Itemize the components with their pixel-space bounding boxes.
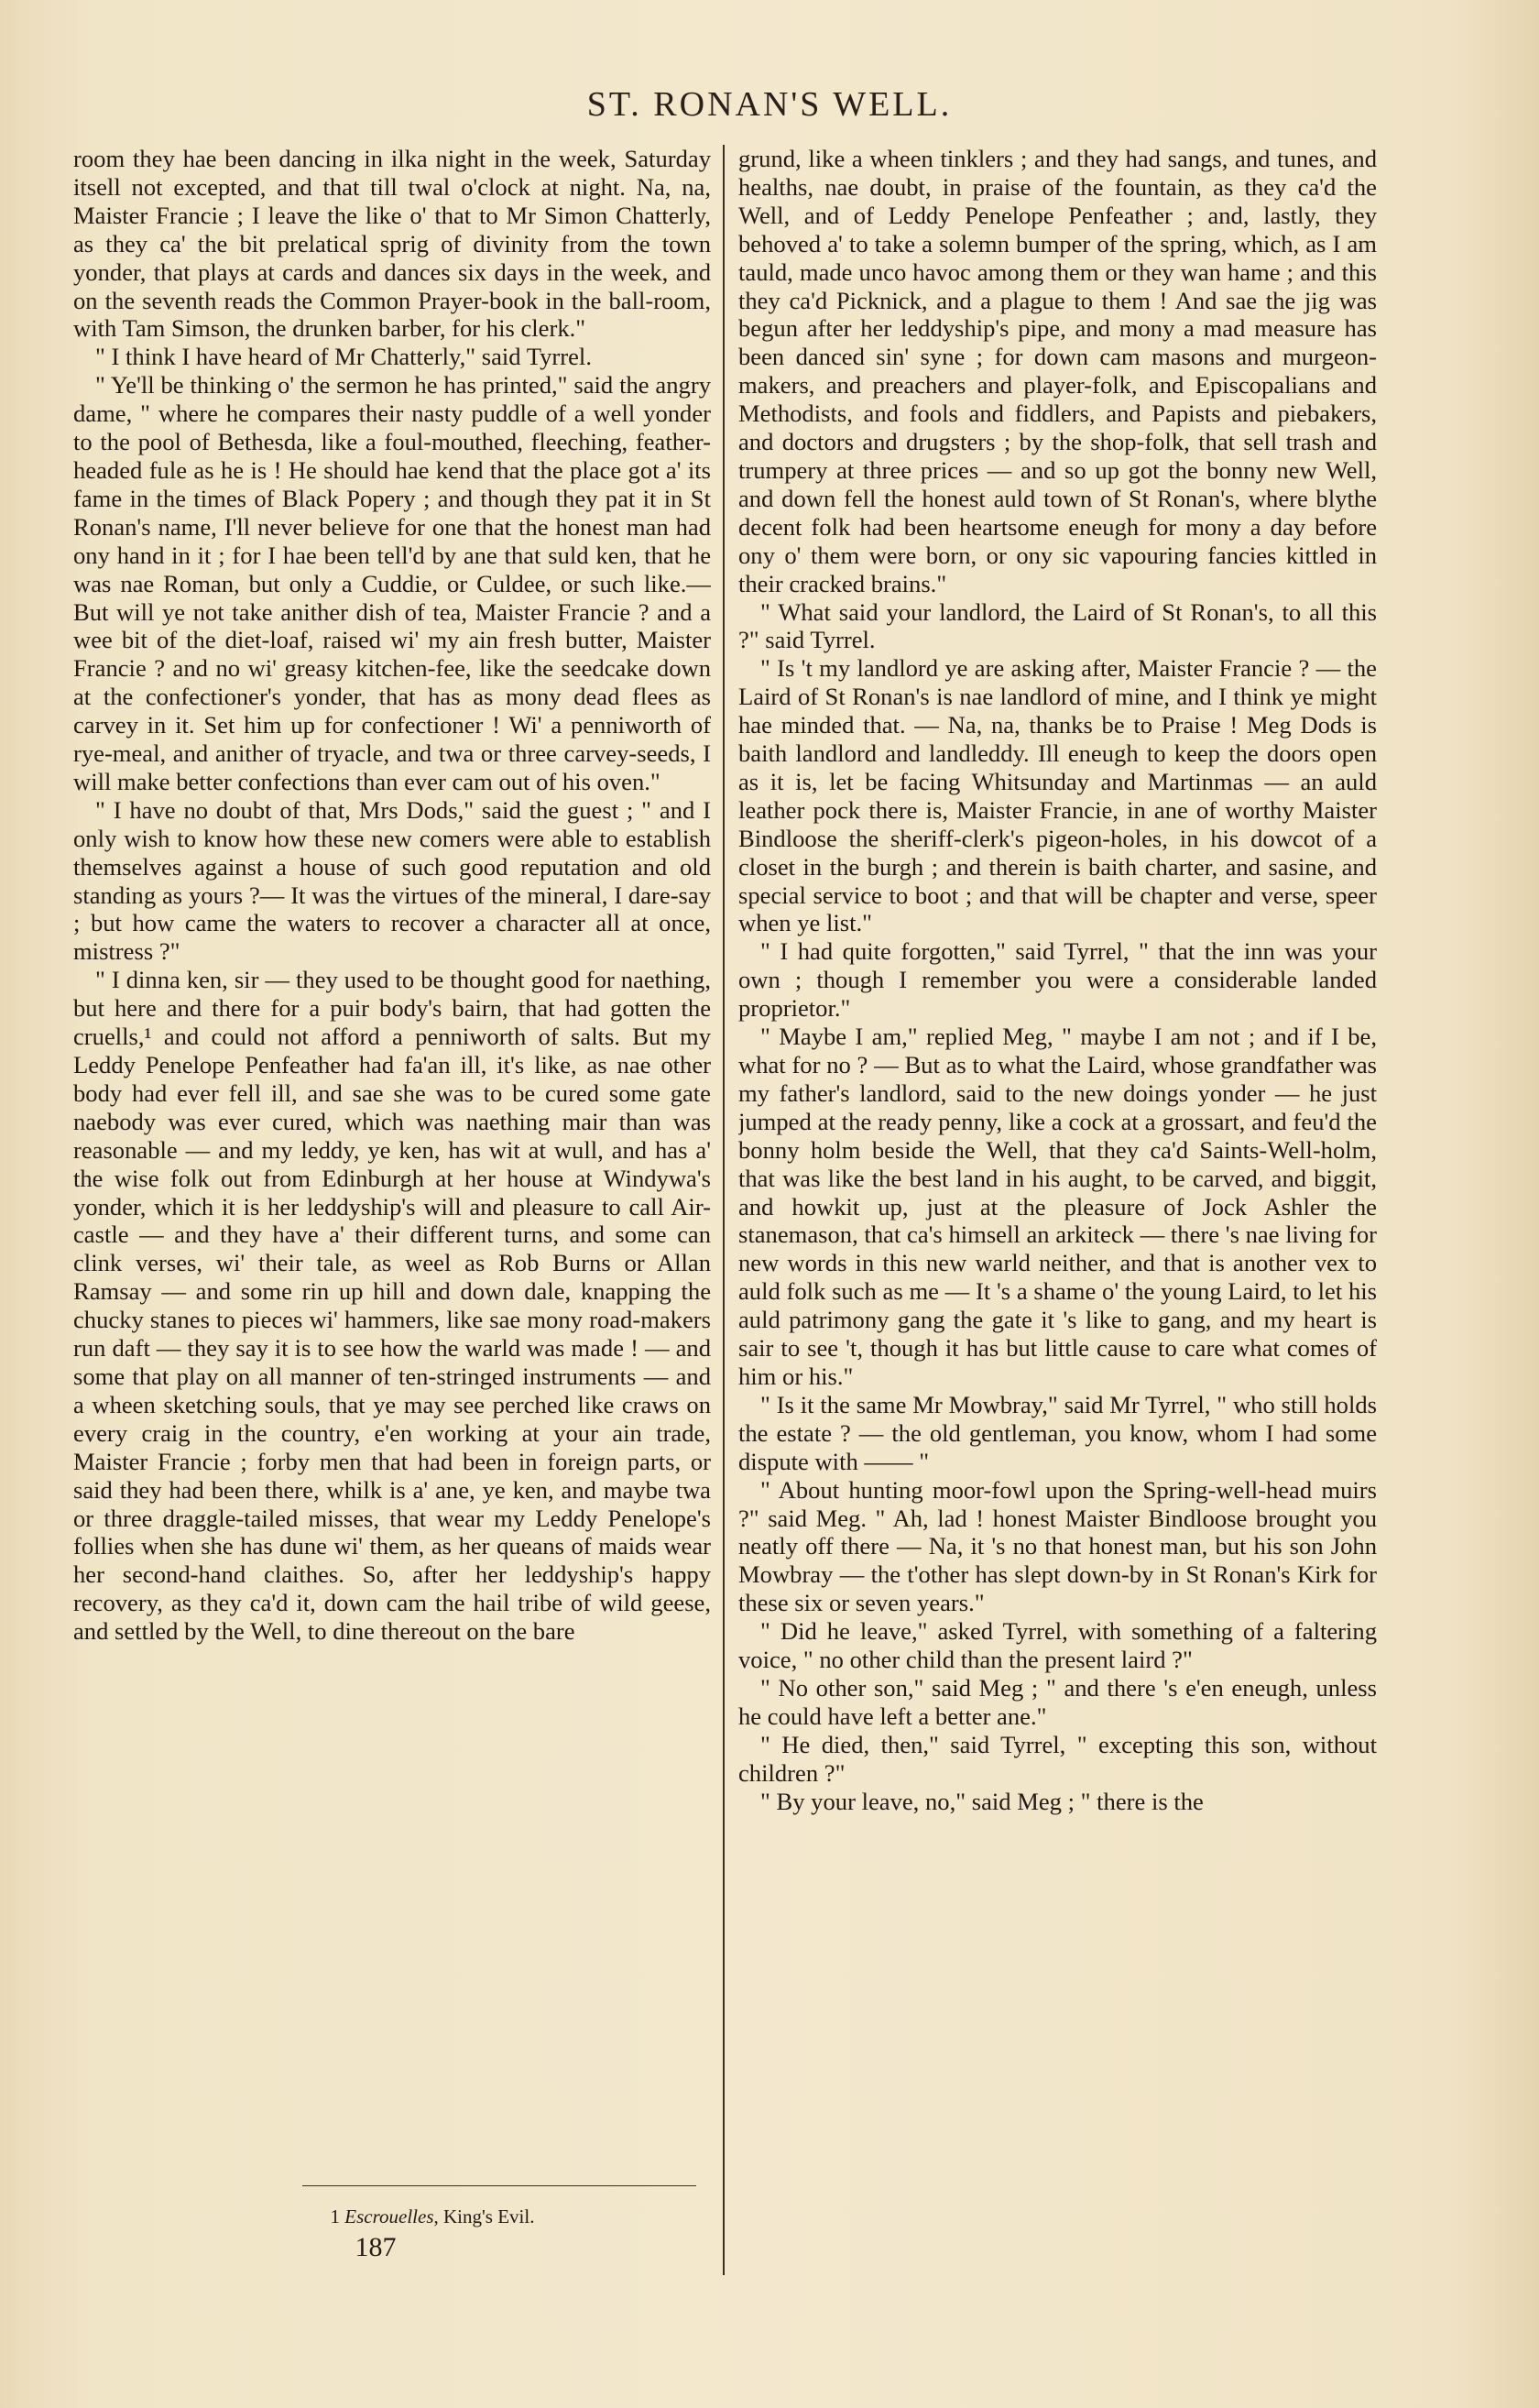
paragraph: grund, like a wheen tinklers ; and they had sangs, and tunes, and healths, nae doubt, in praise of the fountain, as they ca'd the Well, and of Leddy Penelope Penfeather ; and, lastly, they behoved a' to take a solemn bumper of the spring, which, as I am tauld, made unco havoc among them or they wan hame ; and this they ca'd Picknick, and a plague to them ! And sae the jig was begun after her leddyship's pipe, and mony a mad measure has been danced sin' syne ; for down cam masons and murgeon-makers, and preachers and player-folk, and Episcopalians and Methodists, and fools and fiddlers, and Papists and piebakers, and doctors and drugsters ; by the shop-folk, that sell trash and trumpery at three prices — and so up got the bonny new Well, and down fell the honest auld town of St Ronan's, where blythe decent folk had been heartsome eneugh for mony a day before ony o' them were born, or ony sic vapouring fancies kittled in their cracked brains." xyxy=(738,145,1377,597)
paragraph: " About hunting moor-fowl upon the Spring-well-head muirs ?" said Meg. " Ah, lad ! honest Maister Bindloose brought you neatly off there — Na, it 's no that honest man, but his son John Mowbray — the t'other has slept down-by in St Ronan's Kirk for these six or seven years." xyxy=(738,1475,1377,1617)
footnote-term: Escrouelles xyxy=(344,2206,434,2227)
paragraph: " I think I have heard of Mr Chatterly," said Tyrrel. xyxy=(95,343,592,371)
column-divider xyxy=(723,145,725,2275)
footnote-marker: 1 xyxy=(330,2206,341,2227)
footnote-rule xyxy=(302,2185,696,2186)
paragraph: " By your leave, no," said Meg ; " there is the xyxy=(760,1787,1204,1815)
paragraph: " Maybe I am," replied Meg, " maybe I am not ; and if I be, what for no ? — But as to what the Laird, whose grandfather was my father's landlord, said to the new doings yonder — he just jumped at the ready penny, like a cock at a grossart, and feu'd the bonny holm beside the Well, that they ca'd Saints-Well-holm, that was like the best land in his aught, to be carved, and biggit, and howkit up, just at the pleasure of Jock Ashler the stanemason, that ca's himsell an arkiteck — there 's nae living for new words in this new warld neither, and that is another vex to auld folk such as me — It 's a shame o' the young Laird, to let his auld patrimony gang the gate it 's like to gang, and my heart is sair to see 't, though it has but little cause to care what comes of him or his." xyxy=(738,1023,1377,1390)
paragraph: " No other son," said Meg ; " and there 's e'en eneugh, unless he could have left a better ane." xyxy=(738,1673,1377,1730)
page-number: 187 xyxy=(355,2232,397,2262)
paragraph: " Did he leave," asked Tyrrel, with something of a faltering voice, " no other child than the present laird ?" xyxy=(738,1617,1377,1674)
paragraph: " I dinna ken, sir — they used to be thought good for naething, but here and there for a puir body's bairn, that had gotten the cruells,¹ and could not afford a penniworth of salts. But my Leddy Penelope Penfeather had fa'an ill, it's like, as nae other body had ever fell ill, and sae she was to be cured some gate naebody was ever cured, which was naething mair than was reasonable — and my leddy, ye ken, has wit at wull, and has a' the wise folk out from Edinburgh at her house at Windywa's yonder, which it is her leddyship's will and pleasure to call Air-castle — and they have a' their different turns, and some can clink verses, wi' their tale, as weel as Rob Burns or Allan Ramsay — and some rin up hill and down dale, knapping the chucky stanes to pieces wi' hammers, like sae mony road-makers run daft — they say it is to see how the warld was made ! — and some that play on all manner of ten-stringed instruments — and a wheen sketching souls, that ye may see perched like craws on every craig in the country, e'en working at your ain trade, Maister Francie ; forby men that had been in foreign parts, or said they had been there, whilk is a' ane, ye ken, and maybe twa or three draggle-tailed misses, that wear my Leddy Penelope's follies when she has dune wi' them, as her queans of maids wear her second-hand claithes. So, after her leddyship's happy recovery, as they ca'd it, down cam the hail tribe of wild geese, and settled by the Well, to dine thereout on the bare xyxy=(73,966,711,1646)
paragraph: " Is it the same Mr Mowbray," said Mr Tyrrel, " who still holds the estate ? — the old gentleman, you know, whom I had some dispute with —— " xyxy=(738,1390,1377,1475)
paragraph: " I had quite forgotten," said Tyrrel, " that the inn was your own ; though I remember you were a considerable landed proprietor." xyxy=(738,937,1377,1023)
paragraph: " What said your landlord, the Laird of St Ronan's, to all this ?" said Tyrrel. xyxy=(738,597,1377,654)
paragraph: " I have no doubt of that, Mrs Dods," said the guest ; " and I only wish to know how these new comers were able to establish themselves against a house of such good reputation and old standing as yours ?— It was the virtues of the mineral, I dare-say ; but how came the waters to recover a character all at once, mistress ?" xyxy=(73,795,711,966)
running-head: ST. RONAN'S WELL. xyxy=(586,85,953,124)
right-column xyxy=(738,145,1377,2307)
paragraph: " Ye'll be thinking o' the sermon he has printed," said the angry dame, " where he compares their nasty puddle of a well yonder to the pool of Bethesda, like a foul-mouthed, fleeching, feather-headed fule as he is ! He should hae kend that the place got a' its fame in the times of Black Popery ; and though they pat it in St Ronan's name, I'll never believe for one that the honest man had ony hand in it ; for I hae been tell'd by ane that suld ken, that he was nae Roman, but only a Cuddie, or Culdee, or such like.—But will ye not take anither dish of tea, Maister Francie ? and a wee bit of the diet-loaf, raised wi' my ain fresh butter, Maister Francie ? and no wi' greasy kitchen-fee, like the seedcake down at the confectioner's yonder, that has as mony dead flees as carvey in it. Set him up for confectioner ! Wi' a penniworth of rye-meal, and anither of tryacle, and twa or three carvey-seeds, I will make better confections than ever cam out of his oven." xyxy=(73,371,711,795)
paragraph: room they hae been dancing in ilka night in the week, Saturday itsell not excepted, and that till twal o'clock at night. Na, na, Maister Francie ; I leave the like o' that to Mr Simon Chatterly, as they ca' the bit prelatical sprig of divinity from the town yonder, that plays at cards and dances six days in the week, and on the seventh reads the Common Prayer-book in the ball-room, with Tam Simson, the drunken barber, for his clerk." xyxy=(73,145,711,343)
left-column xyxy=(73,145,711,2179)
footnote-text: , King's Evil. xyxy=(433,2206,535,2227)
footnote xyxy=(240,2206,625,2228)
paragraph: " Is 't my landlord ye are asking after, Maister Francie ? — the Laird of St Ronan's is nae landlord of mine, and I think ye might hae minded that. — Na, na, thanks be to Praise ! Meg Dods is baith landlord and landleddy. Ill eneugh to keep the doors open as it is, let be facing Whitsunday and Martinmas — an auld leather pock there is, Maister Francie, in ane of worthy Maister Bindloose the sheriff-clerk's pigeon-holes, in his dowcot of a closet in the burgh ; and therein is baith charter, and sasine, and special service to boot ; and that will be chapter and verse, speer when ye list." xyxy=(738,654,1377,937)
paragraph: " He died, then," said Tyrrel, " excepting this son, without children ?" xyxy=(738,1730,1377,1787)
